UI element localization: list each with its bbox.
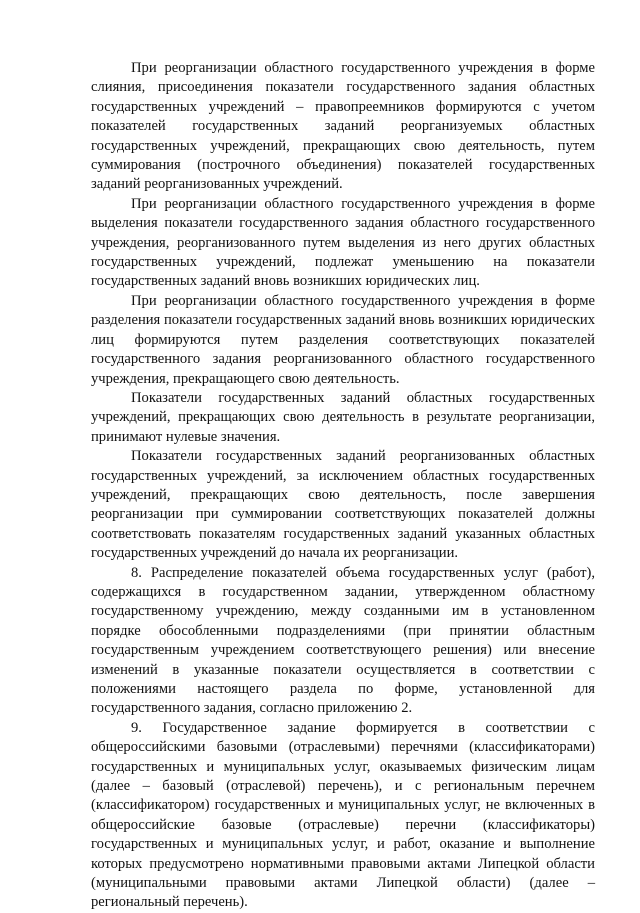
paragraph-item-9: 9. Государственное задание формируется в соответствии с общероссийскими базовыми (отраслевыми) перечнями (классификаторами) государственных и муниципальных услуг, оказываемых физическим лицам (далее – базовый (отраслевой) перечень), и с региональным перечнем (классификатором) государственных и муниципальных услуг, не включенных в общероссийские базовые (отраслевые) перечни (классификаторы) государственных и муниципальных услуг, и работ, оказание и выполнение которых предусмотрено нормативными правовыми актами Липецкой области (муниципальными правовыми актами Липецкой области) (далее – региональный перечень).: [91, 719, 595, 911]
paragraph-zero-values: Показатели государственных заданий областных государственных учреждений, прекращающих свою деятельность в результате реорганизации, принимают нулевые значения.: [91, 389, 595, 445]
document-page: [91, 59, 595, 913]
paragraph-summation-rule: Показатели государственных заданий реорганизованных областных государственных учреждений, за исключением областных государственных учреждений, прекращающих свою деятельность, после завершения реорганизации при суммировании соответствующих показателей должны соответствовать показателям государственных заданий указанных областных государственных учреждений до начала их реорганизации.: [91, 448, 595, 562]
paragraph-spin-off-reorganization: При реорганизации областного государственного учреждения в форме выделения показатели государственного задания областного государственного учреждения, реорганизованного путем выделения из него других областных государственных учреждений, подлежат уменьшению на показатели государственных заданий вновь возникших юридических лиц.: [91, 195, 595, 290]
paragraph-division-reorganization: При реорганизации областного государственного учреждения в форме разделения показатели государственных заданий вновь возникших юридических лиц формируются путем разделения соответствующих показателей государственного задания реорганизованного областного государственного учреждения, прекращающего свою деятельность.: [91, 292, 595, 387]
paragraph-merger-reorganization: При реорганизации областного государственного учреждения в форме слияния, присоединения показатели государственного задания областных государственных учреждений – правопреемников формируются с учетом показателей государственных заданий реорганизуемых областных государственных учреждений, прекращающих свою деятельность, путем суммирования (построчного объединения) показателей государственных заданий реорганизованных учреждений.: [91, 60, 595, 193]
paragraph-item-8: 8. Распределение показателей объема государственных услуг (работ), содержащихся в государственном задании, утвержденном областному государственному учреждению, между созданными им в установленном порядке обособленными подразделениями (при принятии областным государственным учреждением соответствующего решения) или внесение изменений в указанные показатели осуществляется в соответствии с положениями настоящего раздела по форме, установленной для государственного задания, согласно приложению 2.: [91, 564, 595, 717]
